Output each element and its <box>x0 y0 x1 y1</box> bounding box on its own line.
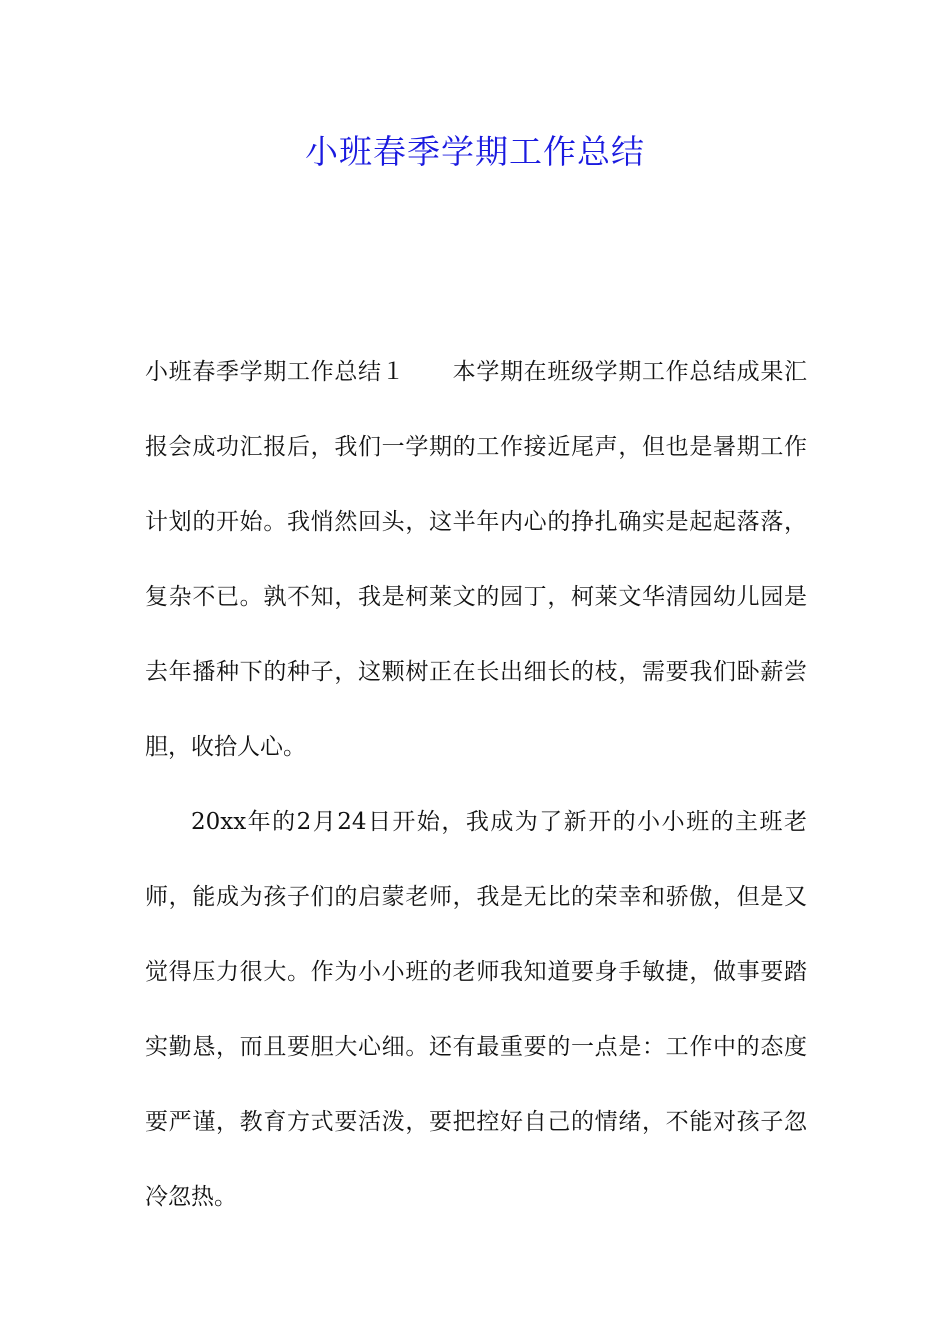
paragraph-1: 小班春季学期工作总结１ 本学期在班级学期工作总结成果汇报会成功汇报后，我们一学期的工作接近尾声，但也是暑期工作计划的开始。我悄然回头，这半年内心的挣扎确实是起起落落，复杂不已。孰不知，我是柯莱文的园丁，柯莱文华清园幼儿园是去年播种下的种子，这颗树正在长出细长的枝，需要我们卧薪尝胆，收拾人心。 <box>145 359 807 760</box>
document-title: 小班春季学期工作总结 <box>305 132 645 171</box>
paragraph-2: 20xx年的2月24日开始，我成为了新开的小小班的主班老师，能成为孩子们的启蒙老师，我是无比的荣幸和骄傲，但是又觉得压力很大。作为小小班的老师我知道要身手敏捷，做事要踏实勤恳，而且要胆大心细。还有最重要的一点是：工作中的态度要严谨，教育方式要活泼，要把控好自己的情绪，不能对孩子忽冷忽热。 <box>145 809 807 1210</box>
document-body <box>145 335 807 1235</box>
